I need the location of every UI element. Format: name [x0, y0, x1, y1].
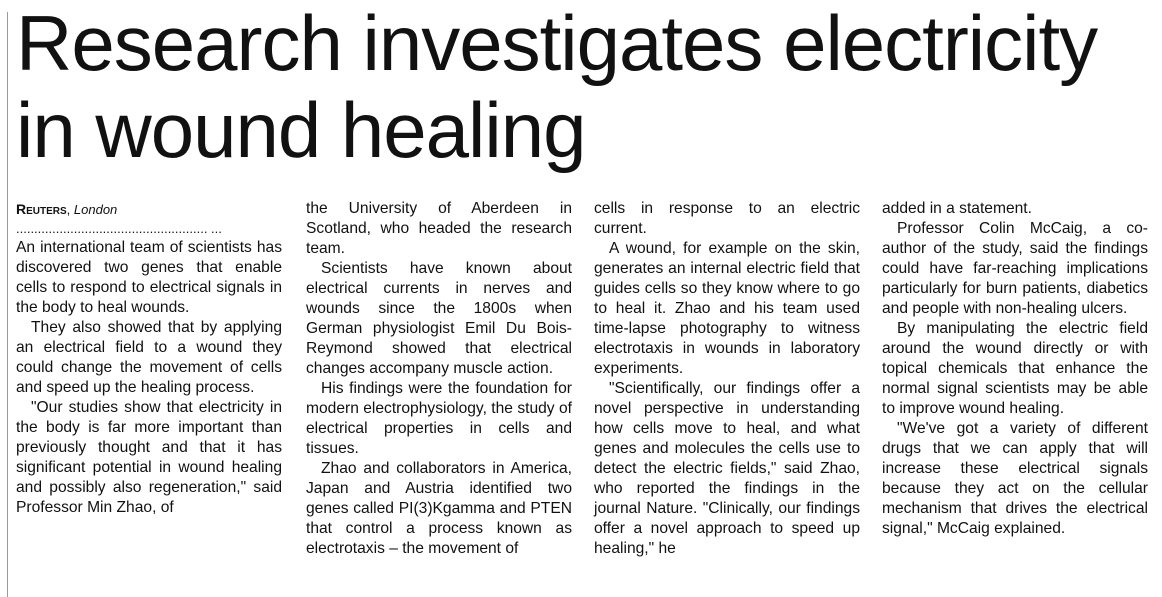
paragraph: added in a statement.: [882, 200, 1032, 217]
paragraph: By manipulating the electric field around the wound directly or with topical chemicals that enhance the normal signal scientists may be able to improve wound healing.: [882, 320, 1148, 417]
paragraph: "We've got a variety of different drugs that we can apply that will increase these electrical signals because they act on the cellular mechanism that drives the electrical signal," McCaig explained.: [882, 420, 1148, 537]
left-column-rule: [7, 12, 8, 597]
article-body: [16, 199, 1156, 591]
news-agency: Reuters: [16, 201, 67, 217]
article-column-3: [594, 199, 860, 559]
dotted-separator: ..................................................... ...: [16, 221, 222, 236]
paragraph: Zhao and collaborators in America, Japan and Austria identified two genes called PI(3)Kgamma and PTEN that control a process known as electrotaxis – the movement of: [306, 460, 572, 557]
paragraph: His findings were the foundation for modern electrophysiology, the study of electrical properties in cells and tissues.: [306, 380, 572, 457]
article-column-4: [882, 199, 1148, 539]
dateline-separator: ,: [66, 202, 74, 217]
paragraph: "Scientifically, our findings offer a novel perspective in understanding how cells move to heal, and what genes and molecules the cells use to detect the electric fields," said Zhao, who reported the findings in the journal Nature. "Clinically, our findings offer a novel approach to speed up healing," he: [594, 380, 860, 557]
paragraph: An international team of scientists has discovered two genes that enable cells to respond to electrical signals in the body to heal wounds.: [16, 239, 282, 316]
paragraph: Professor Colin McCaig, a co-author of the study, said the findings could have far-reaching implications particularly for burn patients, diabetics and people with non-healing ulcers.: [882, 220, 1148, 317]
paragraph: They also showed that by applying an electrical field to a wound they could change the movement of cells and speed up the healing process.: [16, 319, 282, 396]
paragraph: cells in response to an electric current.: [594, 200, 860, 237]
dateline-city: London: [73, 202, 118, 217]
paragraph: the University of Aberdeen in Scotland, who headed the research team.: [306, 200, 572, 257]
paragraph: A wound, for example on the skin, generates an internal electric field that guides cells so they know where to go to heal it. Zhao and his team used time-lapse photography to witness electrotaxis in wounds in laboratory experiments.: [594, 240, 860, 377]
article-column-2: [306, 199, 572, 559]
dateline: [16, 199, 282, 220]
paragraph: "Our studies show that electricity in the body is far more important than previously thought and that it has significant potential in wound healing and possibly also regeneration," said Professor Min Zhao, of: [16, 399, 282, 516]
paragraph: Scientists have known about electrical currents in nerves and wounds since the 1800s when German physiologist Emil Du Bois-Reymond showed that electrical changes accompany muscle action.: [306, 260, 572, 377]
article-headline: Research investigates electricity in wound healing: [16, 0, 1098, 174]
article-column-1: [16, 199, 282, 518]
